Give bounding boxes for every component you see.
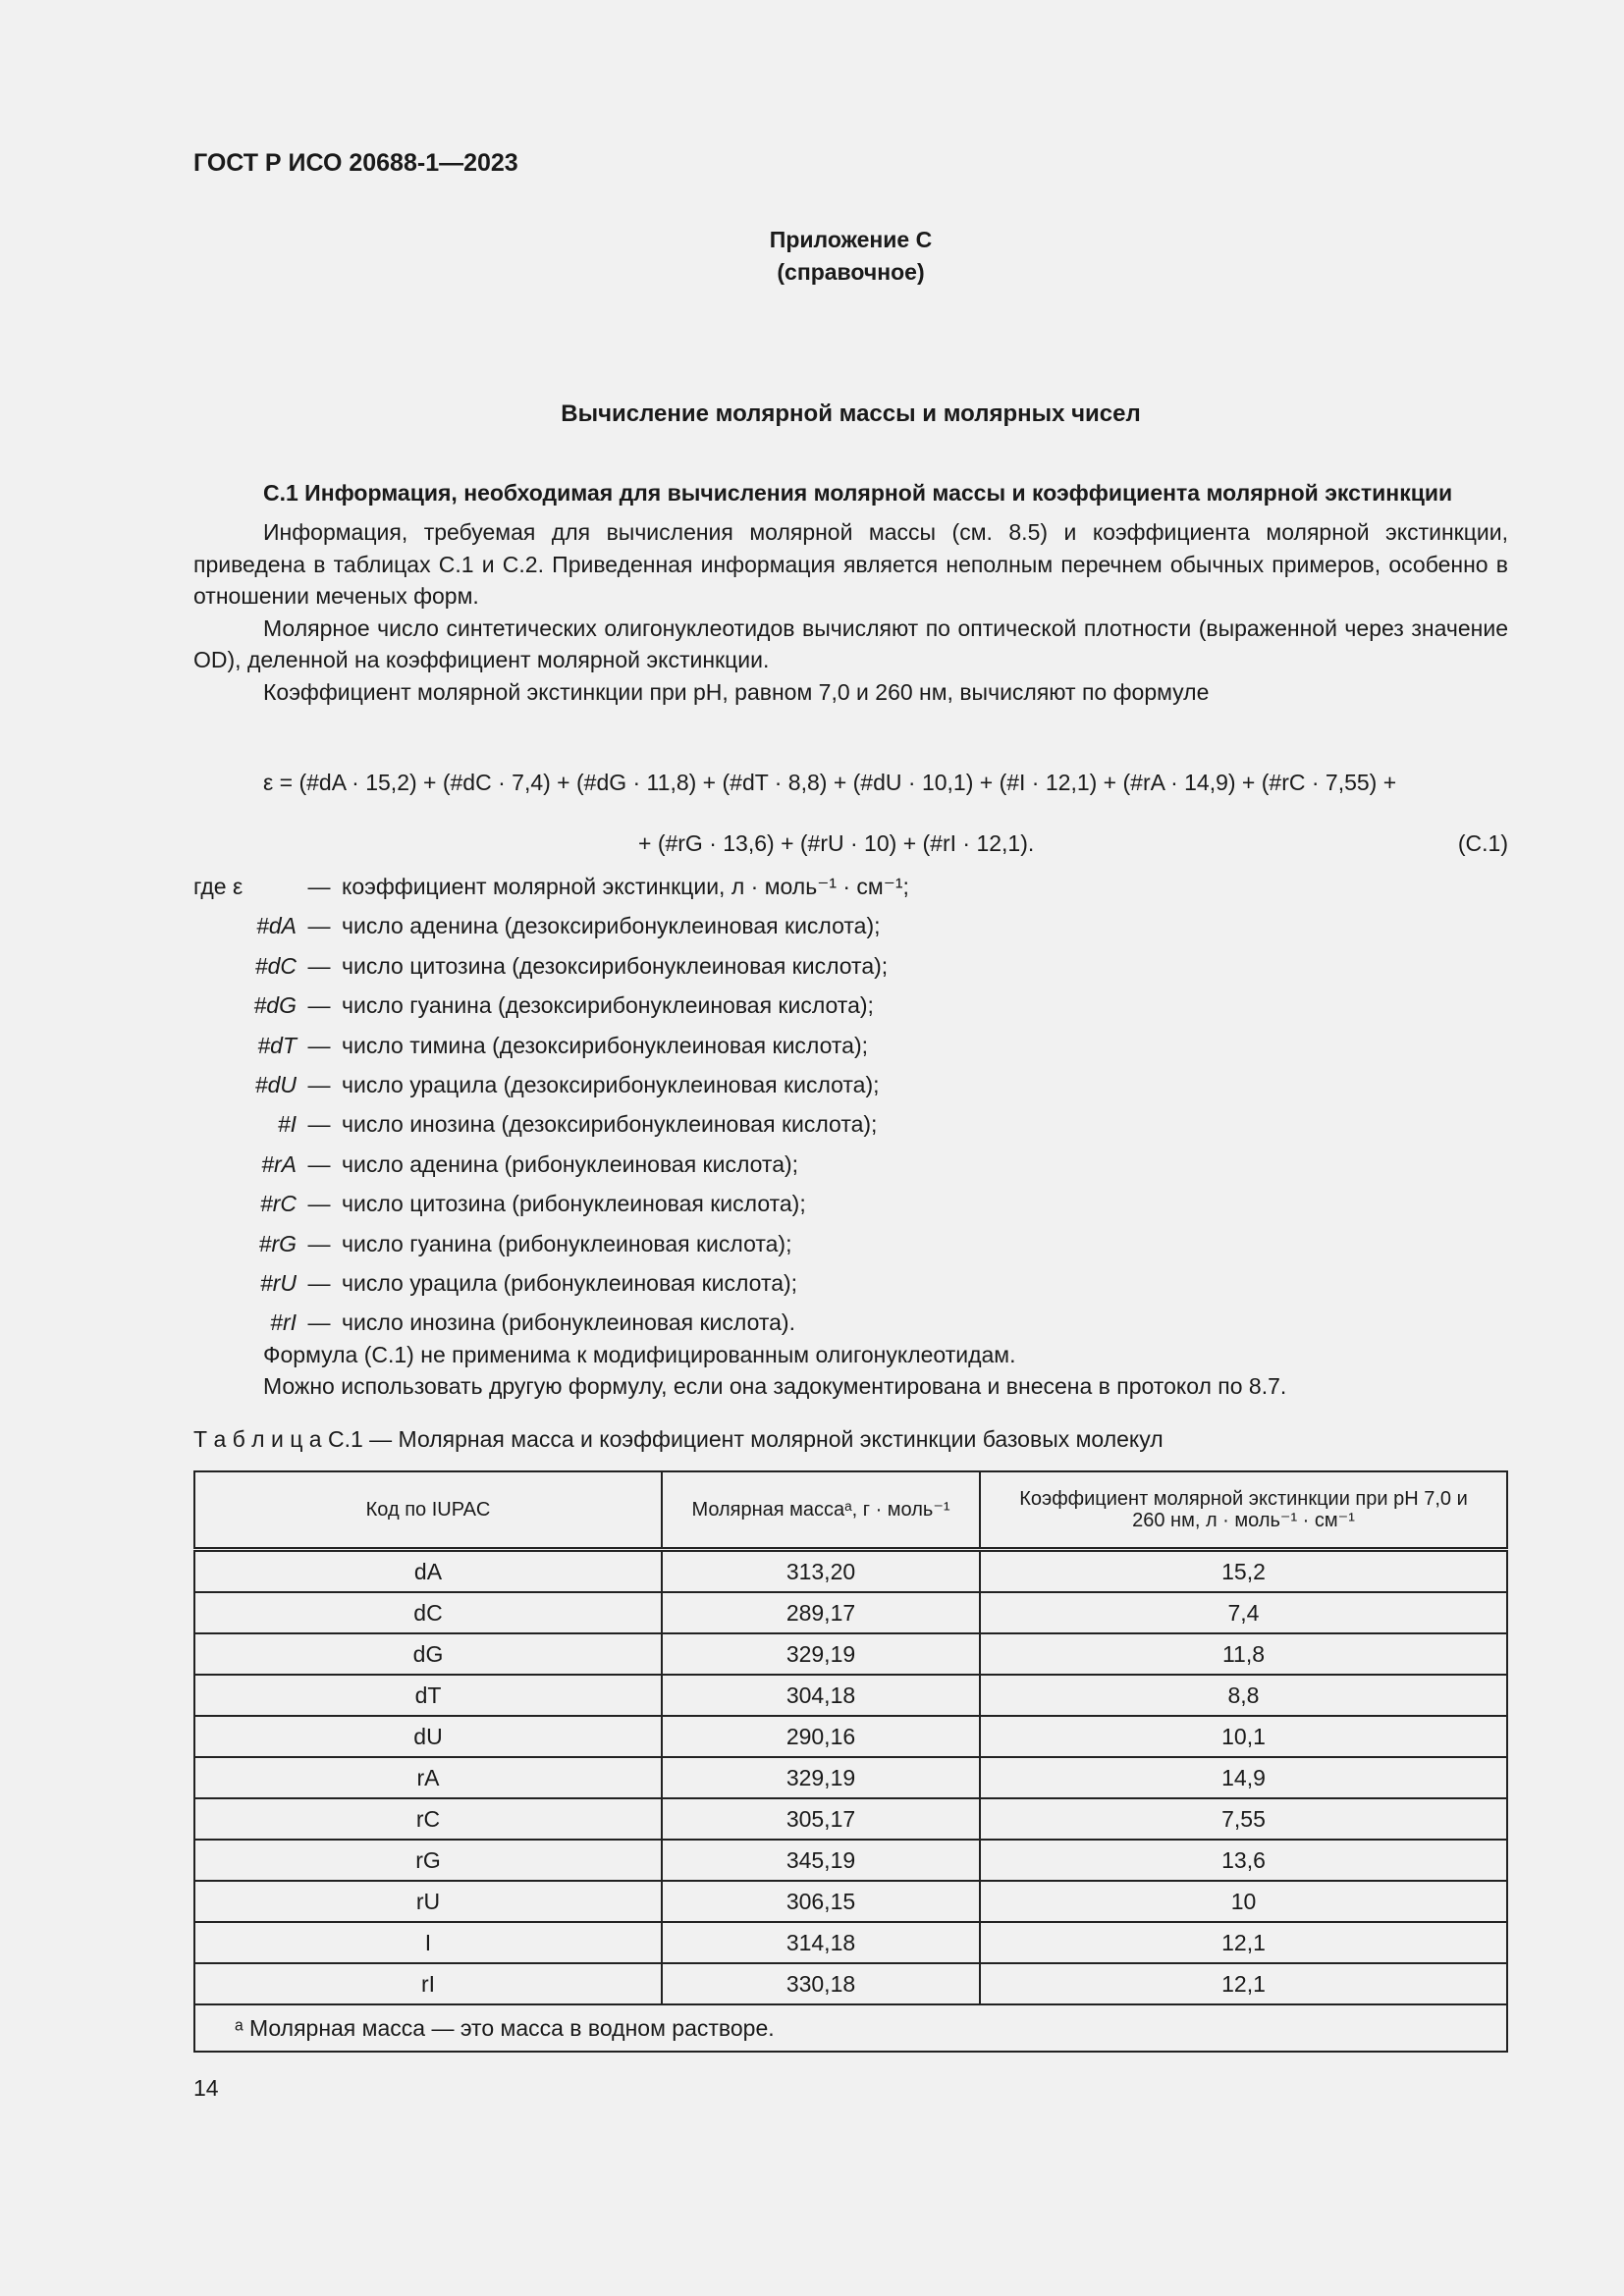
dash: — [307,1269,331,1296]
table-cell: 10 [980,1881,1507,1922]
definition-symbol: #dA [256,913,297,939]
table-cell: 8,8 [980,1675,1507,1716]
table-row [194,1633,1507,1675]
dash: — [307,913,331,939]
dash: — [307,1071,331,1097]
definition-text: число инозина (рибонуклеиновая кислота). [342,1309,795,1336]
formula-line-2: + (#rG · 13,6) + (#rU · 10) + (#rI · 12,1). [638,830,1035,856]
table-cell: dC [194,1592,662,1633]
definition-text: число аденина (рибонуклеиновая кислота); [342,1150,799,1177]
table-row [194,1716,1507,1757]
table-caption: Т а б л и ц а С.1 — Молярная масса и коэффициент молярной экстинкции базовых молекул [193,1426,1164,1452]
definition-item [193,871,909,910]
table-cell: 11,8 [980,1633,1507,1675]
table-cell: 306,15 [662,1881,980,1922]
dash: — [307,874,331,899]
definition-text: число урацила (рибонуклеиновая кислота); [342,1269,798,1296]
appendix-subtitle: (справочное) [777,259,925,285]
table-row [194,1922,1507,1963]
definition-symbol: #rI [270,1309,297,1336]
c1-heading: С.1 Информация, необходимая для вычисления молярной массы и коэффициента молярной экстинкции [263,480,1453,506]
table-cell: 289,17 [662,1592,980,1633]
definition-item [193,1148,909,1188]
appendix-title: Приложение С [769,227,933,252]
table-cell: rC [194,1798,662,1840]
definitions-list [193,871,909,1347]
note: Можно использовать другую формулу, если она задокументирована и внесена в протокол по 8.7. [263,1373,1287,1399]
definition-text: число гуанина (рибонуклеиновая кислота); [342,1230,792,1256]
dash: — [307,1309,331,1336]
table-row [194,1798,1507,1840]
dash: — [307,952,331,979]
definition-symbol: #I [277,1111,297,1138]
definition-item [193,1267,909,1307]
table-cell: 345,19 [662,1840,980,1881]
definition-text: число гуанина (дезоксирибонуклеиновая кислота); [342,992,874,1019]
dash: — [307,1150,331,1177]
column-header: Коэффициент молярной экстинкции при pH 7,0 и 260 нм, л · моль⁻¹ · см⁻¹ [980,1471,1507,1550]
table-row [194,1592,1507,1633]
paragraph: Коэффициент молярной экстинкции при pH, равном 7,0 и 260 нм, вычисляют по формуле [263,678,1210,705]
table-cell: 304,18 [662,1675,980,1716]
definition-text: число тимина (дезоксирибонуклеиновая кислота); [342,1032,868,1058]
table-cell: 330,18 [662,1963,980,2004]
definition-item [193,1228,909,1267]
definition-symbol: #dU [254,1071,297,1097]
paragraph: Информация, требуемая для вычисления молярной массы (см. 8.5) и коэффициента молярной экстинкции, приведена в таблицах С.1 и С.2. Приведенная информация является неполным перечнем обычных примеров, особенно в отношении меченых форм. [193,519,1508,609]
table-cell: 7,55 [980,1798,1507,1840]
table-cell: dU [194,1716,662,1757]
table-cell: 13,6 [980,1840,1507,1881]
table-row [194,1757,1507,1798]
definition-text: коэффициент молярной экстинкции, л · моль⁻¹ · см⁻¹; [342,874,909,899]
paragraph: Молярное число синтетических олигонуклеотидов вычисляют по оптической плотности (выраженной через значение OD), деленной на коэффициент молярной экстинкции. [193,614,1508,672]
table-cell: dT [194,1675,662,1716]
definition-item [193,989,909,1029]
table-row [194,1881,1507,1922]
section-title: Вычисление молярной массы и молярных чисел [561,400,1141,427]
table-cell: 10,1 [980,1716,1507,1757]
definition-symbol: #rC [259,1191,297,1217]
molar-mass-table [193,1470,1508,2053]
definition-text: число цитозина (рибонуклеиновая кислота); [342,1191,806,1217]
definition-text: число цитозина (дезоксирибонуклеиновая кислота); [342,952,889,979]
document-header: ГОСТ Р ИСО 20688-1—2023 [193,149,518,177]
definition-item [193,1069,909,1108]
dash: — [307,1032,331,1058]
definition-item [193,1030,909,1069]
definition-text: число урацила (дезоксирибонуклеиновая кислота); [342,1071,880,1097]
table-cell: 14,9 [980,1757,1507,1798]
table-row [194,1675,1507,1716]
dash: — [307,1111,331,1138]
dash: — [307,992,331,1019]
table-cell: 15,2 [980,1550,1507,1593]
definition-symbol: #dC [254,952,297,979]
dash: — [307,1230,331,1256]
table-cell: rG [194,1840,662,1881]
table-row [194,1840,1507,1881]
table-cell: 329,19 [662,1757,980,1798]
definition-symbol: #dG [253,992,297,1019]
table-cell: 12,1 [980,1963,1507,2004]
formula-number: (С.1) [1457,830,1508,856]
column-header: Молярная массаᵃ, г · моль⁻¹ [662,1471,980,1550]
table-cell: 329,19 [662,1633,980,1675]
page-number: 14 [193,2075,219,2101]
table-footnote: ᵃ Молярная масса — это масса в водном растворе. [194,2004,1507,2052]
table-cell: 7,4 [980,1592,1507,1633]
table-row [194,1963,1507,2004]
definition-symbol: #dT [257,1032,297,1058]
definition-item [193,910,909,949]
definition-symbol: #rA [261,1150,297,1177]
table-cell: 305,17 [662,1798,980,1840]
definition-item [193,1188,909,1227]
section-c1 [193,478,1508,708]
table-cell: 313,20 [662,1550,980,1593]
table-cell: 12,1 [980,1922,1507,1963]
note: Формула (С.1) не применима к модифицированным олигонуклеотидам. [263,1342,1016,1367]
table-cell: rA [194,1757,662,1798]
table-cell: rI [194,1963,662,2004]
table-cell: rU [194,1881,662,1922]
definition-text: число аденина (дезоксирибонуклеиновая кислота); [342,913,881,939]
table-row [194,1550,1507,1593]
table-cell: dA [194,1550,662,1593]
definition-text: число инозина (дезоксирибонуклеиновая кислота); [342,1111,878,1138]
table-footnote-row [194,2004,1507,2052]
formula-line-1: ε = (#dA · 15,2) + (#dC · 7,4) + (#dG · 11,8) + (#dT · 8,8) + (#dU · 10,1) + (#I · 12,1) + (#rA · 14,9) + (#rC · 7,55) + [263,770,1397,795]
definition-item [193,1108,909,1148]
column-header: Код по IUPAC [194,1471,662,1550]
definition-symbol: #rU [259,1269,297,1296]
dash: — [307,1191,331,1217]
definition-item [193,950,909,989]
table-cell: I [194,1922,662,1963]
table-cell: 290,16 [662,1716,980,1757]
definition-symbol: где ε [193,874,244,899]
table-cell: dG [194,1633,662,1675]
table-cell: 314,18 [662,1922,980,1963]
definition-symbol: #rG [258,1230,297,1256]
